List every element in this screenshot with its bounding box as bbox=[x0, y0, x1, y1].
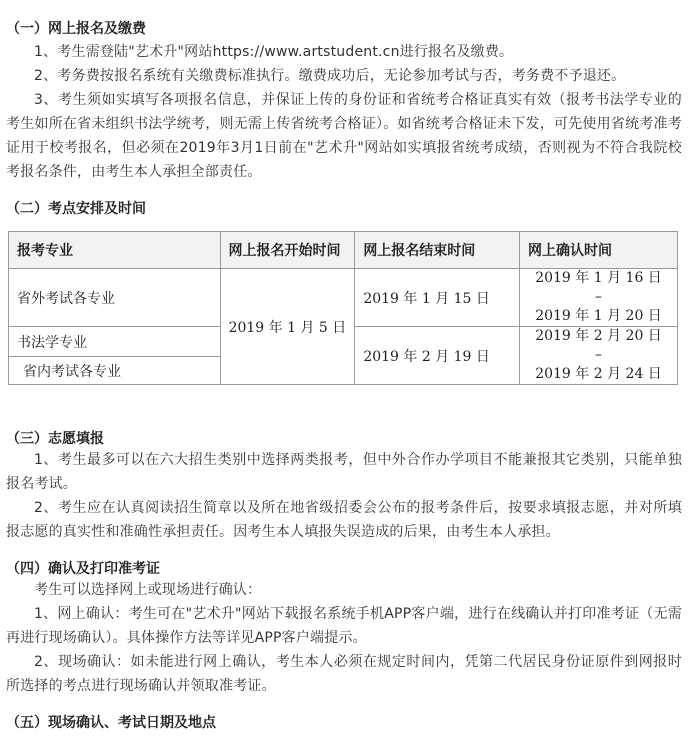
cell-major-calligraphy: 书法学专业 bbox=[9, 327, 221, 357]
section1-paragraph-1 bbox=[6, 40, 682, 64]
confirm-1-dash: – bbox=[595, 289, 602, 305]
header-start-time: 网上报名开始时间 bbox=[220, 232, 355, 269]
cell-end-date-2: 2019 年 2 月 19 日 bbox=[355, 327, 520, 385]
cell-major-inside: 省内考试各专业 bbox=[9, 357, 221, 385]
section1-paragraph-2 bbox=[6, 64, 682, 88]
confirm-2-to: 2019 年 2 月 24 日 bbox=[535, 366, 662, 382]
section4-paragraph-0 bbox=[6, 578, 682, 602]
section4-paragraph-0-text: 考生可以选择网上或现场进行确认： bbox=[34, 582, 262, 598]
section1-paragraph-3 bbox=[6, 88, 682, 184]
confirm-1-from: 2019 年 1 月 16 日 bbox=[535, 270, 662, 286]
section3-paragraph-2 bbox=[6, 496, 682, 544]
section1-paragraph-1-text: 1、考生需登陆"艺术升"网站https://www.artstudent.cn进行报名及缴费。 bbox=[34, 44, 514, 60]
cell-start-date: 2019 年 1 月 5 日 bbox=[220, 269, 355, 385]
table-row bbox=[9, 269, 678, 327]
header-end-time: 网上报名结束时间 bbox=[355, 232, 520, 269]
section4-paragraph-1-text: 1、网上确认：考生可在"艺术升"网站下载报名系统手机APP客户端，进行在线确认并打印准考证（无需再进行现场确认）。具体操作方法等详见APP客户端提示。 bbox=[6, 606, 682, 646]
cell-end-date-1: 2019 年 1 月 15 日 bbox=[355, 269, 520, 327]
header-confirm-time: 网上确认时间 bbox=[520, 232, 678, 269]
section1-title: （一）网上报名及缴费 bbox=[6, 21, 146, 37]
section4-title: （四）确认及打印准考证 bbox=[6, 561, 160, 577]
section4-paragraph-2-text: 2、现场确认：如未能进行网上确认，考生本人必须在规定时间内，凭第二代居民身份证原件到网报时所选择的考点进行现场确认并领取准考证。 bbox=[6, 654, 682, 694]
cell-confirm-range-2 bbox=[520, 327, 678, 385]
schedule-table bbox=[8, 231, 678, 385]
cell-confirm-range-1 bbox=[520, 269, 678, 327]
section4-paragraph-1 bbox=[6, 602, 682, 650]
section1-paragraph-3-text: 3、考生须如实填写各项报名信息，并保证上传的身份证和省统考合格证真实有效（报考书法学专业的考生如所在省未组织书法学统考，则无需上传省统考合格证）。如省统考合格证未下发，可先使用省统考准考证用于校考报名，但必须在2019年3月1日前在"艺术升"网站如实填报省统考成绩，否则视为不符合我院校考报名条件，由考生本人承担全部责任。 bbox=[6, 92, 682, 180]
confirm-1-to: 2019 年 1 月 20 日 bbox=[535, 308, 662, 324]
cell-major-outside: 省外考试各专业 bbox=[9, 269, 221, 327]
section3-paragraph-1-text: 1、考生最多可以在六大招生类别中选择两类报考，但中外合作办学项目不能兼报其它类别，只能单独报名考试。 bbox=[6, 452, 682, 492]
header-major: 报考专业 bbox=[9, 232, 221, 269]
confirm-2-dash: – bbox=[595, 347, 602, 363]
section4-paragraph-2 bbox=[6, 650, 682, 698]
section3-title: （三）志愿填报 bbox=[6, 431, 104, 447]
section3-paragraph-2-text: 2、考生应在认真阅读招生简章以及所在地省级招委会公布的报考条件后，按要求填报志愿，并对所填报志愿的真实性和准确性承担责任。因考生本人填报失误造成的后果，由考生本人承担。 bbox=[6, 500, 682, 540]
section5-title: （五）现场确认、考试日期及地点 bbox=[6, 715, 216, 731]
section1-paragraph-2-text: 2、考务费按报名系统有关缴费标准执行。缴费成功后，无论参加考试与否，考务费不予退还。 bbox=[34, 68, 626, 84]
section2-title: （二）考点安排及时间 bbox=[6, 201, 146, 217]
table-header-row bbox=[9, 232, 678, 269]
section3-paragraph-1 bbox=[6, 448, 682, 496]
confirm-2-from: 2019 年 2 月 20 日 bbox=[535, 328, 662, 344]
